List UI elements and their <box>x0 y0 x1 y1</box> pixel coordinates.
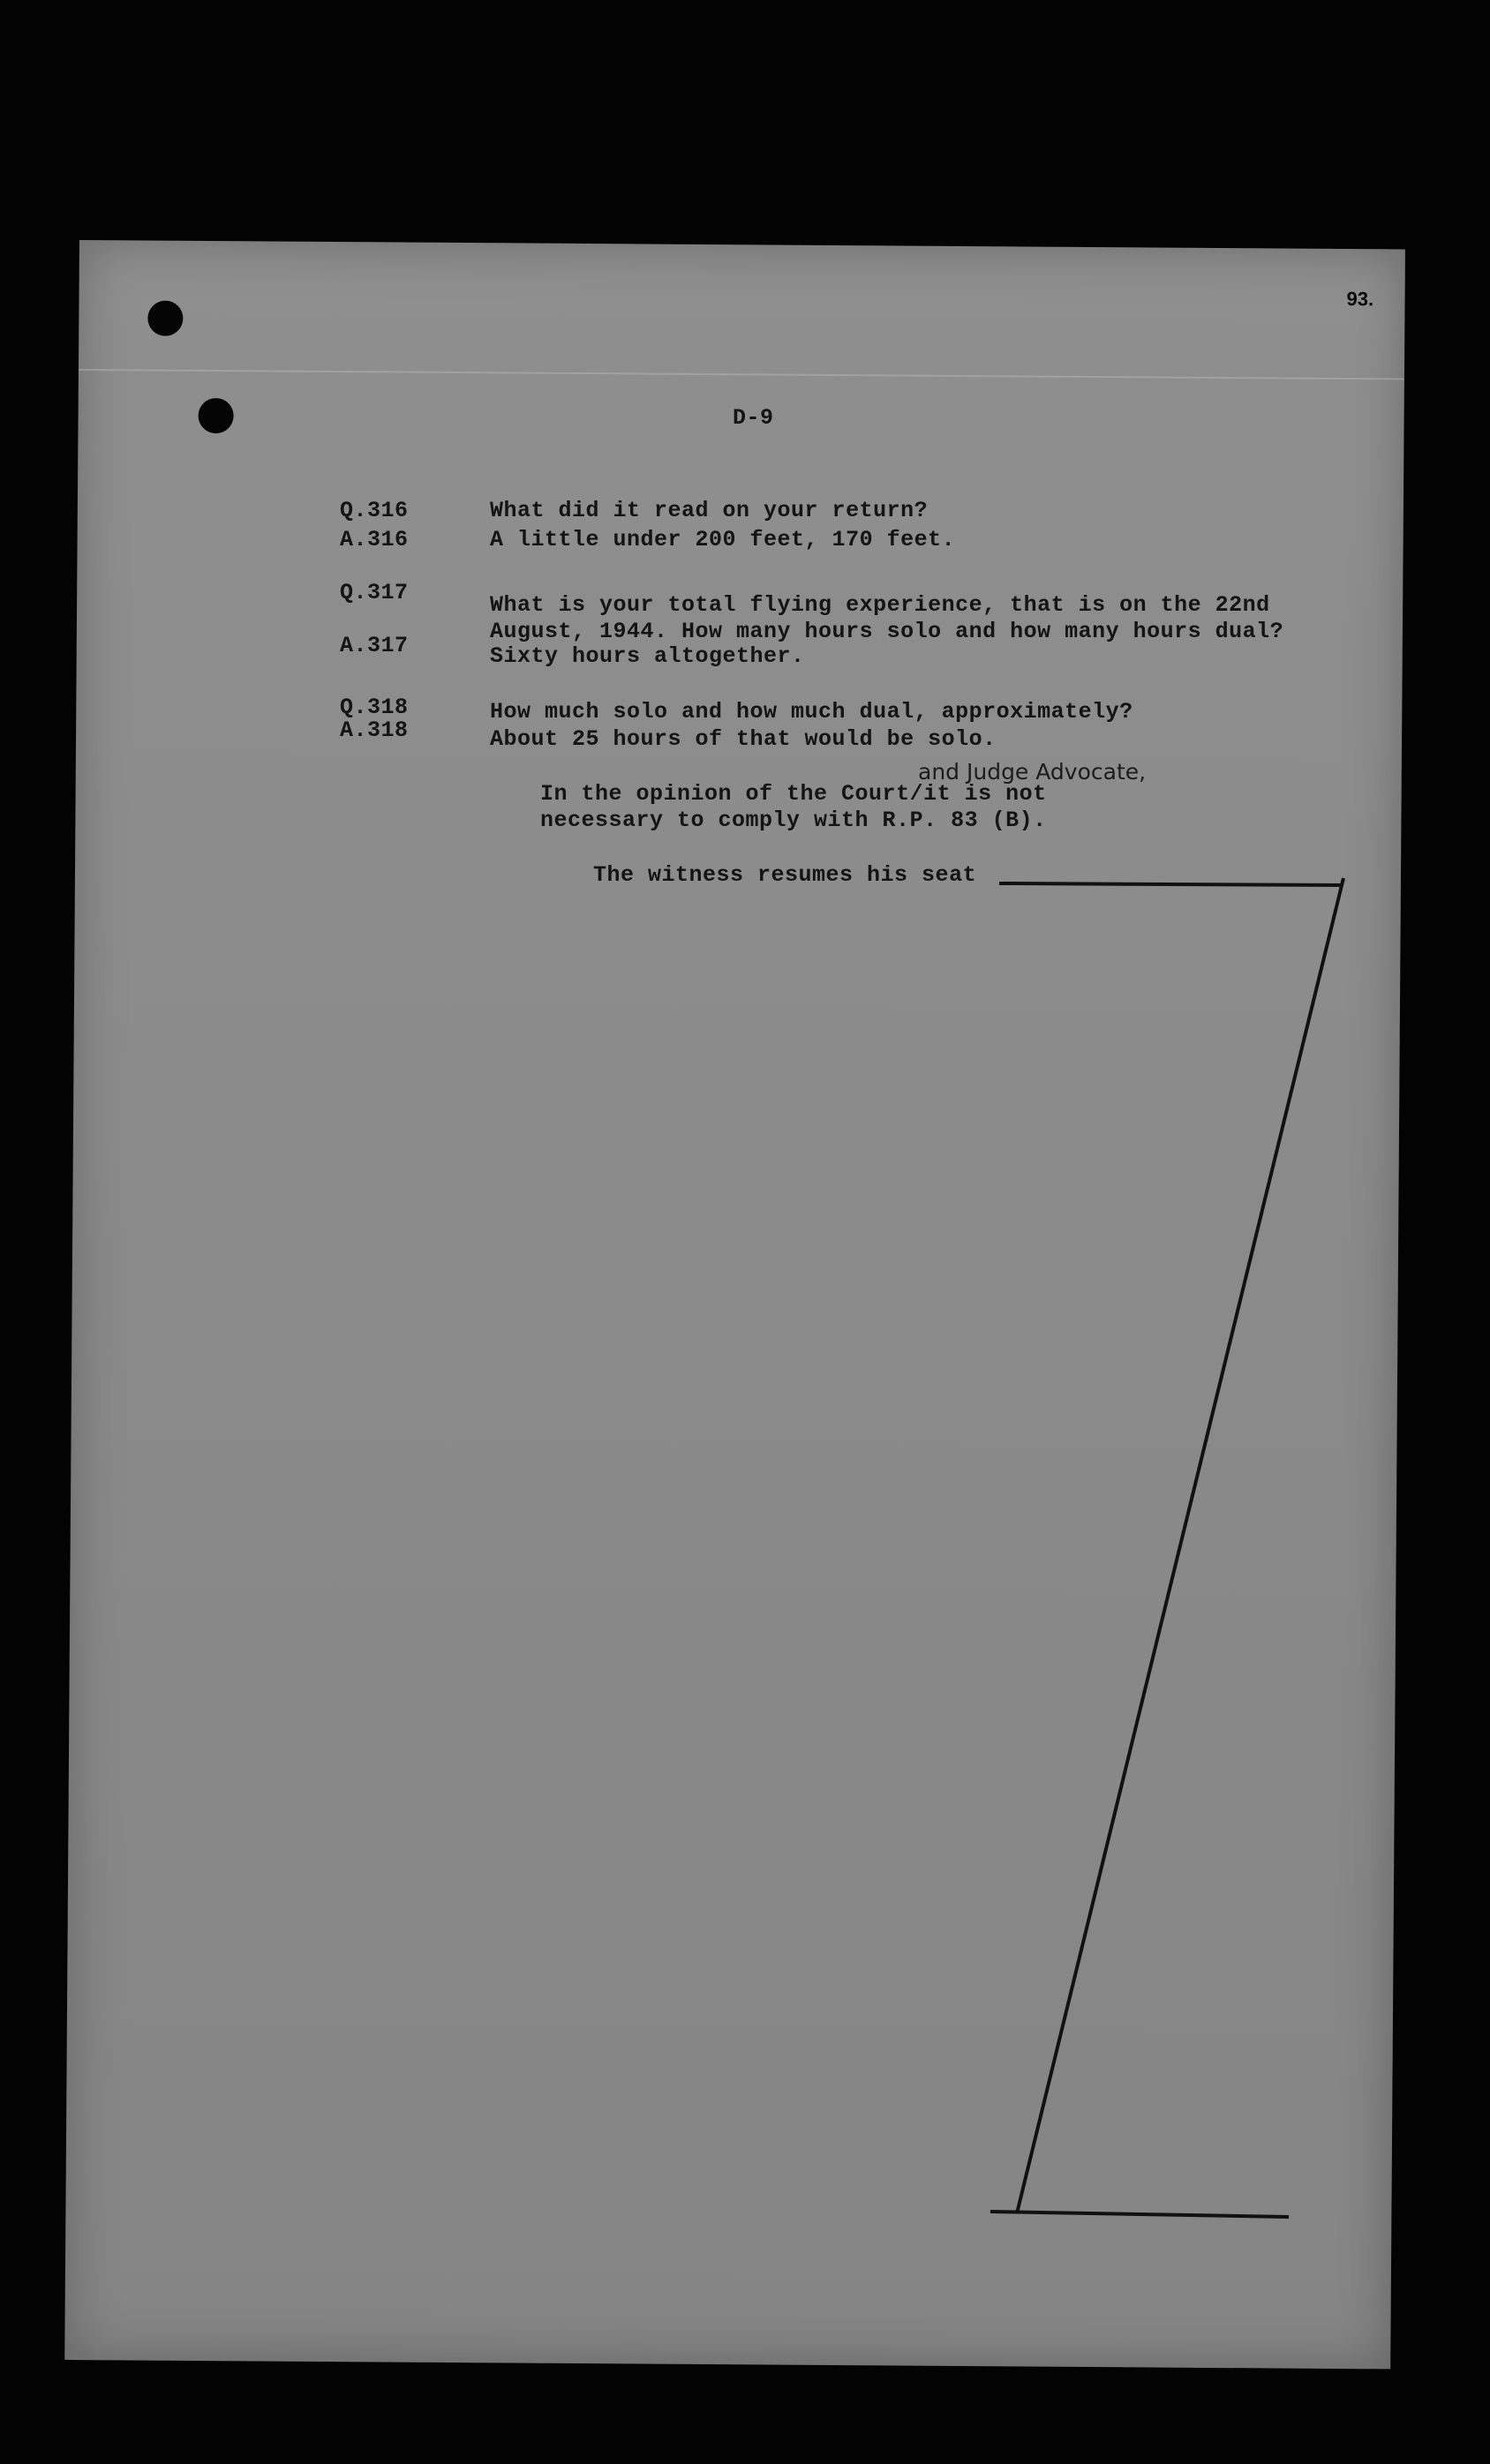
ruling-line-1: In the opinion of the Court/it is not <box>540 781 1047 807</box>
exchange-label-a318: A.318 <box>340 717 409 743</box>
exchange-text-a316: A little under 200 feet, 170 feet. <box>490 527 956 552</box>
exchange-label-q316: Q.316 <box>340 498 409 523</box>
exchange-text-q317-line2: August, 1944. How many hours solo and how many hours dual? <box>490 619 1284 644</box>
exchange-text-q317-line1: What is your total flying experience, that is on the 22nd <box>490 592 1270 618</box>
page-number: 93. <box>1346 288 1374 311</box>
exchange-text-q318: How much solo and how much dual, approximately? <box>490 699 1133 725</box>
closing-statement: The witness resumes his seat <box>593 862 977 888</box>
z-mark-top-stroke <box>999 883 1342 885</box>
ruling-line-2: necessary to comply with R.P. 83 (B). <box>540 808 1047 833</box>
ruling-insertion: and Judge Advocate, <box>918 759 1147 785</box>
exchange-label-q317: Q.317 <box>340 580 409 605</box>
exchange-text-q316: What did it read on your return? <box>490 498 929 523</box>
exchange-label-a316: A.316 <box>340 527 409 552</box>
z-mark-bottom-stroke <box>990 2212 1289 2217</box>
z-mark-diagonal-stroke <box>1017 878 1343 2213</box>
exchange-text-a318: About 25 hours of that would be solo. <box>490 726 997 752</box>
exchange-label-q318: Q.318 <box>340 695 409 720</box>
exchange-label-a317: A.317 <box>340 633 409 658</box>
exchange-text-a317: Sixty hours altogether. <box>490 643 805 669</box>
page-heading: D-9 <box>733 405 774 431</box>
